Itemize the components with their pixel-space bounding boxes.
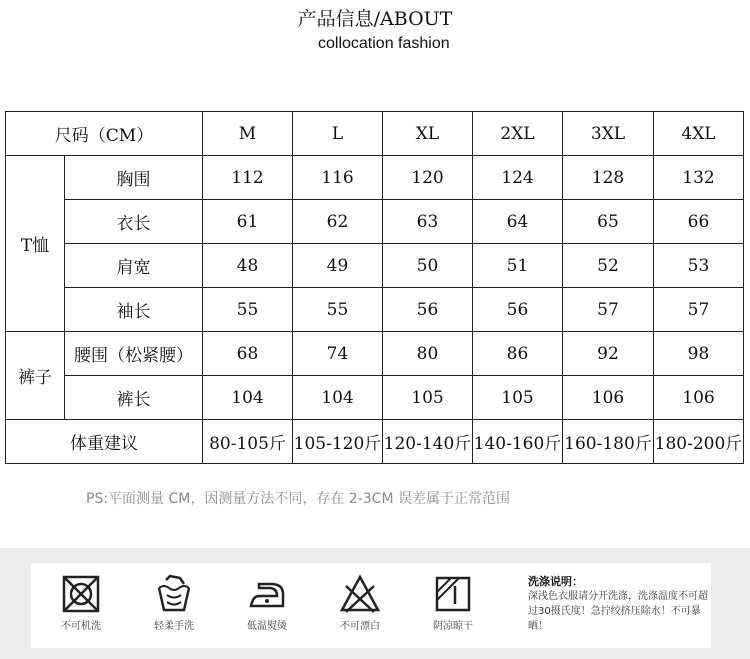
table-cell: 64 [473, 200, 563, 244]
care-item-no-bleach [325, 574, 395, 632]
row-label: 胸围 [65, 156, 203, 200]
table-cell: 80 [383, 332, 473, 376]
table-row [6, 200, 744, 244]
table-cell: 128 [563, 156, 654, 200]
table-cell: 105 [473, 376, 563, 420]
size-col-header: L [293, 112, 383, 156]
group-label-tshirt: T恤 [6, 156, 65, 332]
weight-cell: 105-120斤 [293, 420, 383, 464]
wash-body: 深浅色衣服请分开洗涤，洗涤温度不可超过30摄氏度！急拧绞挤压除水！不可暴晒！ [528, 591, 708, 632]
care-label: 轻柔手洗 [154, 621, 194, 632]
group-label-pants: 裤子 [6, 332, 65, 420]
table-cell: 50 [383, 244, 473, 288]
table-cell: 104 [293, 376, 383, 420]
table-cell: 68 [203, 332, 293, 376]
care-label: 不可漂白 [340, 621, 380, 632]
gentle-hand-wash-icon [154, 574, 194, 614]
table-cell: 51 [473, 244, 563, 288]
wash-instructions [528, 574, 708, 634]
table-cell: 55 [293, 288, 383, 332]
size-col-header: 3XL [563, 112, 654, 156]
table-cell: 62 [293, 200, 383, 244]
row-label: 裤长 [65, 376, 203, 420]
page-subtitle: collocation fashion [318, 35, 450, 52]
table-cell: 106 [654, 376, 744, 420]
size-col-header: XL [383, 112, 473, 156]
care-label: 阴凉晾干 [433, 621, 473, 632]
size-chart-table [5, 111, 744, 464]
size-col-header: M [203, 112, 293, 156]
care-item-shade-dry [418, 574, 488, 632]
table-cell: 57 [563, 288, 654, 332]
table-cell: 112 [203, 156, 293, 200]
shade-dry-icon [433, 574, 473, 614]
weight-cell: 160-180斤 [563, 420, 654, 464]
no-bleach-icon [340, 574, 380, 614]
table-cell: 98 [654, 332, 744, 376]
row-label: 肩宽 [65, 244, 203, 288]
care-item-no-machine-wash [46, 574, 116, 632]
table-row [6, 288, 744, 332]
row-label: 腰围（松紧腰） [65, 332, 203, 376]
weight-cell: 180-200斤 [654, 420, 744, 464]
weight-cell: 140-160斤 [473, 420, 563, 464]
table-cell: 124 [473, 156, 563, 200]
table-cell: 53 [654, 244, 744, 288]
weight-row [6, 420, 744, 464]
care-label: 低温熨烫 [247, 621, 287, 632]
care-item-iron [232, 574, 302, 632]
table-cell: 132 [654, 156, 744, 200]
weight-label: 体重建议 [6, 420, 203, 464]
table-cell: 116 [293, 156, 383, 200]
table-cell: 65 [563, 200, 654, 244]
no-machine-wash-icon [61, 574, 101, 614]
table-cell: 105 [383, 376, 473, 420]
weight-cell: 80-105斤 [203, 420, 293, 464]
row-label: 袖长 [65, 288, 203, 332]
table-cell: 56 [473, 288, 563, 332]
table-row [6, 244, 744, 288]
size-col-header: 4XL [654, 112, 744, 156]
row-label: 衣长 [65, 200, 203, 244]
table-cell: 48 [203, 244, 293, 288]
table-cell: 66 [654, 200, 744, 244]
table-cell: 106 [563, 376, 654, 420]
table-cell: 49 [293, 244, 383, 288]
weight-cell: 120-140斤 [383, 420, 473, 464]
table-cell: 86 [473, 332, 563, 376]
table-cell: 55 [203, 288, 293, 332]
page-title: 产品信息/ABOUT [297, 8, 453, 30]
table-cell: 120 [383, 156, 473, 200]
table-cell: 104 [203, 376, 293, 420]
low-temp-iron-icon [247, 574, 287, 614]
measurement-note: PS:平面测量 CM，因测量方法不同，存在 2-3CM 误差属于正常范围 [86, 491, 510, 507]
table-cell: 56 [383, 288, 473, 332]
care-label: 不可机洗 [61, 621, 101, 632]
table-cell: 92 [563, 332, 654, 376]
table-row [6, 332, 744, 376]
table-cell: 57 [654, 288, 744, 332]
table-row [6, 156, 744, 200]
table-row [6, 376, 744, 420]
wash-title: 洗涤说明： [528, 575, 583, 588]
table-cell: 52 [563, 244, 654, 288]
table-cell: 74 [293, 332, 383, 376]
size-header-label: 尺码（CM） [6, 112, 203, 156]
size-col-header: 2XL [473, 112, 563, 156]
table-cell: 63 [383, 200, 473, 244]
size-header-row [6, 112, 744, 156]
care-item-hand-wash [139, 574, 209, 632]
table-cell: 61 [203, 200, 293, 244]
